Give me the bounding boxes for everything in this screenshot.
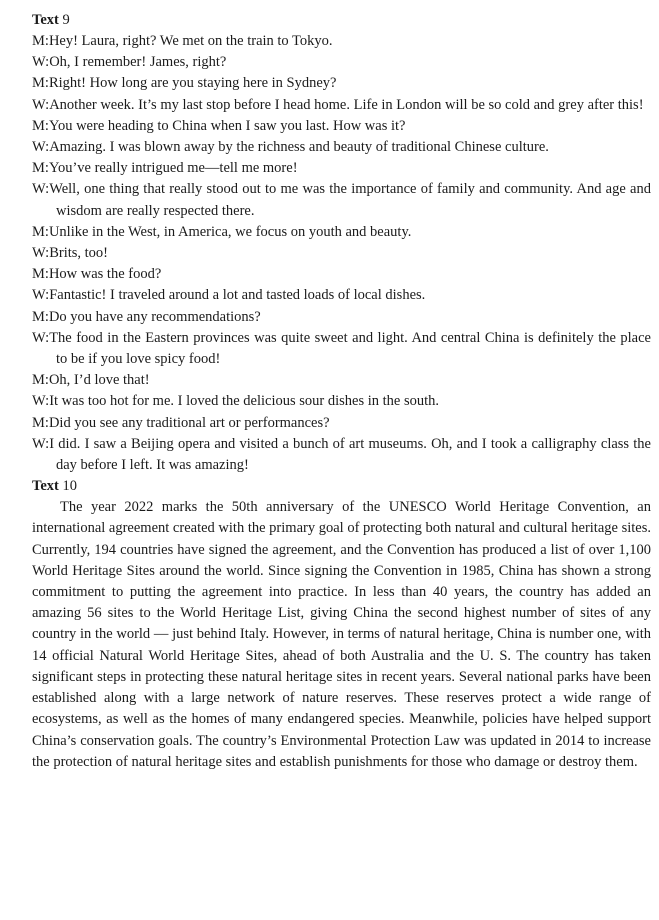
dialogue-line [32, 73, 651, 94]
speaker-separator: : [44, 33, 49, 49]
speaker-label: W [32, 54, 46, 71]
dialogue-line [32, 307, 651, 328]
dialogue-line [32, 179, 651, 221]
utterance-text: Brits, too! [49, 245, 108, 262]
dialogue-line [32, 222, 651, 243]
dialogue-line [32, 328, 651, 370]
speaker-separator: : [45, 287, 50, 304]
speaker-label: W [32, 245, 46, 262]
utterance-text: Do you have any recommendations? [48, 308, 261, 325]
speaker-label: W [32, 435, 46, 452]
utterance-text: Fantastic! I traveled around a lot and tasted loads of local dishes. [49, 287, 426, 304]
utterance-text: You’ve really intrigued me—tell me more! [48, 160, 298, 177]
utterance-text: Did you see any traditional art or performances? [48, 414, 330, 431]
dialogue-line [32, 52, 651, 73]
utterance-text: Oh, I’d love that! [48, 372, 150, 389]
speaker-separator: : [45, 393, 50, 410]
speaker-label: M [32, 414, 45, 431]
utterance-text: How was the food? [48, 266, 162, 283]
dialogue-line [32, 95, 651, 116]
speaker-label: W [32, 139, 46, 156]
utterance-text: Right! How long are you staying here in Sydney? [48, 75, 337, 92]
utterance-text: The food in the Eastern provinces was quite sweet and light. And central China is definitely the place to be if you love spicy food! [49, 329, 651, 368]
speaker-label: W [32, 181, 46, 198]
dialogue-line [32, 370, 651, 391]
speaker-label: W [32, 393, 46, 410]
text10-paragraph: The year 2022 marks the 50th anniversary of the UNESCO World Heritage Convention, an international agreement created with the primary goal of protecting both natural and cultural heritage sites. Currently, 194 countries have signed the agreement, and the Convention has produced a list of over 1,100 World Heritage Sites around the world. Since signing the Convention in 1985, China has shown a strong commitment to putting the agreement into practice. In less than 40 years, the country has added an amazing 56 sites to the World Heritage List, giving China the second highest number of sites of any country in the world — just behind Italy. However, in terms of natural heritage, China is number one, with 14 official Natural World Heritage Sites, ahead of both Australia and the U. S. The country has taken significant steps in protecting these natural heritage sites in recent years. Several national parks have been established along with a large network of nature reserves. These reserves protect a wide range of ecosystems, as well as the homes of many endangered species. Meanwhile, policies have helped support China’s conservation goals. The country’s Environmental Protection Law was updated in 2014 to increase the protection of natural heritage sites and establish punishments for those who damage or destroy them. [32, 499, 651, 770]
speaker-separator: : [45, 181, 50, 198]
speaker-label: M [32, 308, 45, 325]
utterance-text: Well, one thing that really stood out to me was the importance of family and community. And age and wisdom are really respected there. [49, 181, 651, 219]
dialogue-line [32, 243, 651, 264]
speaker-separator: : [44, 117, 49, 134]
speaker-separator: : [45, 435, 50, 452]
dialogue-line [32, 31, 651, 52]
utterance-text: Hey! Laura, right? We met on the train to Tokyo. [48, 33, 333, 49]
text9-label: Text [32, 12, 59, 28]
speaker-separator: : [45, 54, 50, 71]
speaker-label: W [32, 287, 46, 304]
speaker-label: M [32, 75, 45, 92]
speaker-label: W [32, 329, 46, 346]
text10-number: 10 [62, 478, 77, 495]
dialogue-line [32, 434, 651, 476]
speaker-label: M [32, 117, 45, 134]
speaker-separator: : [45, 329, 50, 346]
speaker-separator: : [44, 372, 49, 389]
dialogue-line [32, 137, 651, 158]
speaker-label: M [32, 160, 45, 177]
utterance-text: Another week. It’s my last stop before I head home. Life in London will be so cold and grey after this! [49, 96, 644, 113]
utterance-text: It was too hot for me. I loved the delicious sour dishes in the south. [49, 393, 440, 410]
dialogue-line [32, 264, 651, 285]
speaker-separator: : [44, 75, 49, 92]
speaker-separator: : [44, 414, 49, 431]
utterance-text: Amazing. I was blown away by the richness and beauty of traditional Chinese culture. [49, 139, 549, 156]
text10-label: Text [32, 478, 59, 495]
dialogue-line [32, 413, 651, 434]
speaker-label: M [32, 266, 45, 283]
speaker-label: W [32, 96, 46, 113]
speaker-label: M [32, 223, 45, 240]
dialogue-line [32, 285, 651, 306]
text9-number: 9 [62, 12, 70, 28]
speaker-separator: : [45, 96, 50, 113]
speaker-label: M [32, 33, 45, 49]
speaker-separator: : [44, 266, 49, 283]
utterance-text: You were heading to China when I saw you last. How was it? [48, 117, 406, 134]
utterance-text: I did. I saw a Beijing opera and visited a bunch of art museums. Oh, and I took a calligraphy class the day before I left. It was amazing! [49, 435, 651, 474]
dialogue-line [32, 158, 651, 179]
speaker-label: M [32, 372, 45, 389]
text9-heading [32, 10, 651, 31]
dialogue-line [32, 391, 651, 412]
speaker-separator: : [44, 308, 49, 325]
speaker-separator: : [44, 160, 49, 177]
speaker-separator: : [45, 139, 50, 156]
utterance-text: Unlike in the West, in America, we focus on youth and beauty. [48, 223, 412, 240]
text10-heading [32, 476, 651, 497]
speaker-separator: : [45, 245, 50, 262]
utterance-text: Oh, I remember! James, right? [49, 54, 227, 71]
dialogue-line [32, 116, 651, 137]
text9-dialogue [32, 31, 651, 476]
speaker-separator: : [44, 223, 49, 240]
